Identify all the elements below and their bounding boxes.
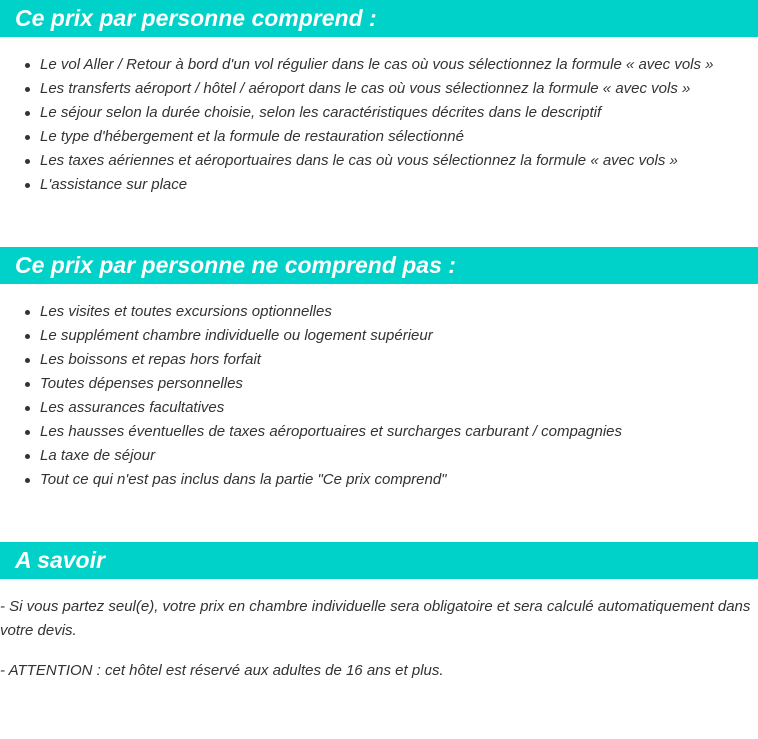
list-item	[0, 77, 758, 101]
list-item	[0, 348, 758, 372]
list-item-text: Les visites et toutes excursions optionnelles	[40, 303, 332, 320]
bullet-icon	[25, 63, 30, 68]
list-item	[0, 324, 758, 348]
bullet-icon	[25, 478, 30, 483]
bullet-icon	[25, 334, 30, 339]
not-included-list	[0, 300, 758, 492]
section-title-not-included: Ce prix par personne ne comprend pas :	[0, 247, 758, 284]
list-item	[0, 101, 758, 125]
list-item-text: La taxe de séjour	[40, 447, 156, 464]
list-item-text: L'assistance sur place	[40, 176, 188, 193]
list-item	[0, 125, 758, 149]
list-item	[0, 149, 758, 173]
list-item-text: Toutes dépenses personnelles	[40, 375, 243, 392]
list-item-text: Les hausses éventuelles de taxes aéroportuaires et surcharges carburant / compagnies	[40, 423, 623, 440]
bullet-icon	[25, 111, 30, 116]
info-paragraph-single-room: - Si vous partez seul(e), votre prix en chambre individuelle sera obligatoire et sera calculé automatiquement dans votre devis.	[0, 598, 751, 639]
list-item	[0, 396, 758, 420]
bullet-icon	[25, 382, 30, 387]
section-title-included: Ce prix par personne comprend :	[0, 0, 758, 37]
bullet-icon	[25, 159, 30, 164]
section-title-good-to-know: A savoir	[0, 542, 758, 579]
list-item-text: Le vol Aller / Retour à bord d'un vol régulier dans le cas où vous sélectionnez la formule « avec vols »	[40, 56, 714, 73]
bullet-icon	[25, 406, 30, 411]
bullet-icon	[25, 87, 30, 92]
list-item	[0, 300, 758, 324]
list-item-text: Les transferts aéroport / hôtel / aéroport dans le cas où vous sélectionnez la formule « avec vols »	[40, 80, 691, 97]
list-item	[0, 53, 758, 77]
list-item	[0, 468, 758, 492]
included-list	[0, 53, 758, 197]
list-item	[0, 173, 758, 197]
bullet-icon	[25, 310, 30, 315]
list-item-text: Le type d'hébergement et la formule de restauration sélectionné	[40, 128, 464, 145]
list-item	[0, 420, 758, 444]
list-item	[0, 372, 758, 396]
info-paragraph-adults-only: - ATTENTION : cet hôtel est réservé aux adultes de 16 ans et plus.	[0, 662, 444, 679]
list-item	[0, 444, 758, 468]
list-item-text: Les taxes aériennes et aéroportuaires dans le cas où vous sélectionnez la formule « avec vols »	[40, 152, 678, 169]
bullet-icon	[25, 183, 30, 188]
bullet-icon	[25, 454, 30, 459]
bullet-icon	[25, 430, 30, 435]
bullet-icon	[25, 358, 30, 363]
list-item-text: Le supplément chambre individuelle ou logement supérieur	[40, 327, 433, 344]
list-item-text: Les boissons et repas hors forfait	[40, 351, 261, 368]
list-item-text: Tout ce qui n'est pas inclus dans la partie "Ce prix comprend"	[40, 471, 447, 488]
list-item-text: Le séjour selon la durée choisie, selon les caractéristiques décrites dans le descriptif	[40, 104, 602, 121]
list-item-text: Les assurances facultatives	[40, 399, 225, 416]
bullet-icon	[25, 135, 30, 140]
